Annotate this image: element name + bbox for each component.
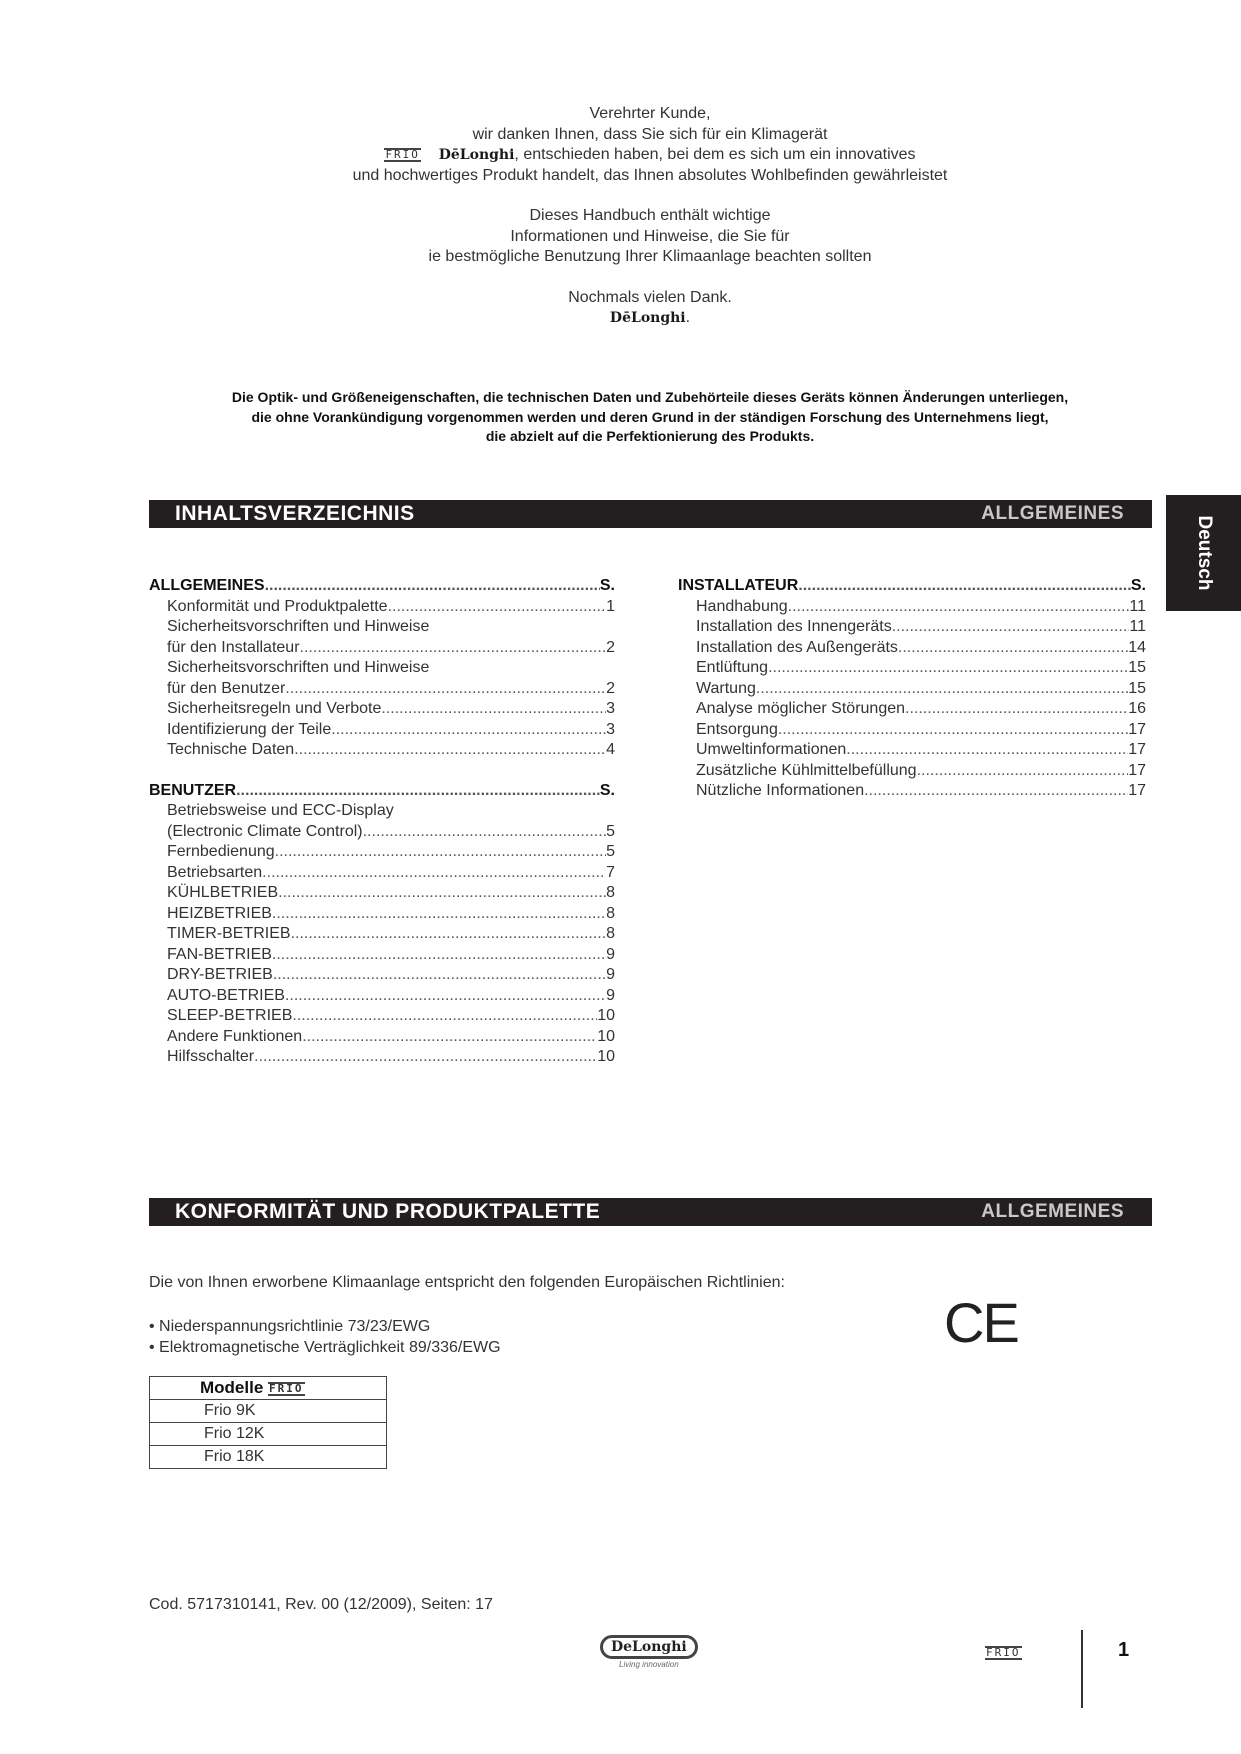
frio-logo: FRIO <box>385 147 420 161</box>
conformity-title: KONFORMITÄT UND PRODUKTPALETTE <box>175 1200 601 1223</box>
toc-entry: Sicherheitsvorschriften und Hinweise <box>167 659 430 676</box>
toc-column-right <box>678 576 1146 822</box>
toc-entry: Betriebsweise und ECC-Display <box>167 802 394 819</box>
intro-line: ie bestmögliche Benutzung Ihrer Klimaanlage beachten sollten <box>428 248 872 265</box>
toc-entry: Sicherheitsvorschriften und Hinweise <box>167 618 430 635</box>
document-code: Cod. 5717310141, Rev. 00 (12/2009), Seiten: 17 <box>149 1596 493 1613</box>
model-cell: Frio 9K <box>150 1400 387 1423</box>
toc-entry: AUTO-BETRIEB ..... 9 <box>149 986 615 1007</box>
toc-heading: BENUTZER ..... S. <box>149 781 615 802</box>
directive-item: • Niederspannungsrichtlinie 73/23/EWG <box>149 1318 431 1335</box>
disclaimer: Die Optik- und Größeneigenschaften, die technischen Daten und Zubehörteile dieses Geräts können Änderungen unterliegen, die ohne Vorankündigung vorgenommen werden und deren Grund in der ständigen Forschung des Unternehmens liegt, die abzielt auf die Perfektionierung des Produkts. <box>231 389 1069 444</box>
toc-entry: FAN-BETRIEB ..... 9 <box>149 945 615 966</box>
conformity-text: Die von Ihnen erworbene Klimaanlage entspricht den folgenden Europäischen Richtlinien: <box>149 1274 785 1291</box>
toc-title: INHALTSVERZEICHNIS <box>175 502 415 525</box>
models-header-row <box>150 1377 387 1400</box>
table-row <box>150 1423 387 1446</box>
toc-entry: Entlüftung ..... 15 <box>678 658 1146 679</box>
delonghi-logo: DēLonghi <box>438 147 515 163</box>
intro-line: wir danken Ihnen, dass Sie sich für ein Klimagerät <box>472 125 828 143</box>
footer-frio-logo <box>985 1644 1022 1662</box>
toc-entry: Nützliche Informationen ..... 17 <box>678 781 1146 802</box>
toc-heading: ALLGEMEINES ..... S. <box>149 576 615 597</box>
toc-entry: Identifizierung der Teile ..... 3 <box>149 720 615 741</box>
frio-logo: FRIO <box>986 1645 1021 1659</box>
ce-mark-icon: CE <box>944 1291 1018 1354</box>
toc-entry: Installation des Innengeräts ..... 11 <box>678 617 1146 638</box>
toc-entry: Installation des Außengeräts ..... 14 <box>678 638 1146 659</box>
language-tab-label: Deutsch <box>1193 515 1215 591</box>
toc-entry: Handhabung ..... 11 <box>678 597 1146 618</box>
intro-line: , entschieden haben, bei dem es sich um ein innovatives <box>514 146 916 163</box>
toc-entry: Wartung ..... 15 <box>678 679 1146 700</box>
toc-entry: Technische Daten ..... 4 <box>149 740 615 761</box>
toc-entry: Entsorgung ..... 17 <box>678 720 1146 741</box>
intro-brand-line <box>250 145 1050 166</box>
footer-divider <box>1081 1630 1083 1708</box>
conformity-section-label: ALLGEMEINES <box>981 1201 1124 1222</box>
toc-entry: DRY-BETRIEB ..... 9 <box>149 965 615 986</box>
model-cell: Frio 12K <box>150 1423 387 1446</box>
toc-entry: für den Installateur ..... 2 <box>149 638 615 659</box>
directive-item: • Elektromagnetische Verträglichkeit 89/336/EWG <box>149 1339 501 1356</box>
toc-heading: INSTALLATEUR ..... S. <box>678 576 1146 597</box>
intro-greeting: Verehrter Kunde, <box>589 105 711 122</box>
toc-entry: Zusätzliche Kühlmittelbefüllung ..... 17 <box>678 761 1146 782</box>
delonghi-logo: DēLonghi <box>609 310 686 326</box>
page-number: 1 <box>1118 1639 1130 1661</box>
directive-list <box>149 1316 501 1358</box>
toc-entry: Analyse möglicher Störungen ..... 16 <box>678 699 1146 720</box>
intro-signature: DēLonghi. <box>609 309 691 326</box>
intro-line: Informationen und Hinweise, die Sie für <box>510 227 790 245</box>
toc-entry: Hilfsschalter ..... 10 <box>149 1047 615 1068</box>
toc-entry: TIMER-BETRIEB ..... 8 <box>149 924 615 945</box>
footer-brand <box>600 1635 698 1669</box>
toc-entry: Andere Funktionen ..... 10 <box>149 1027 615 1048</box>
toc-entry: Konformität und Produktpalette ..... 1 <box>149 597 615 618</box>
frio-logo: FRIO <box>269 1381 304 1395</box>
conformity-header-bar <box>149 1198 1152 1226</box>
table-row <box>150 1400 387 1423</box>
language-tab <box>1166 495 1241 611</box>
models-table <box>149 1376 387 1469</box>
toc-entry: Fernbedienung ..... 5 <box>149 842 615 863</box>
toc-entry: (Electronic Climate Control) ..... 5 <box>149 822 615 843</box>
toc-group-benutzer <box>149 781 615 1068</box>
model-cell: Frio 18K <box>150 1446 387 1469</box>
toc-entry: Umweltinformationen ..... 17 <box>678 740 1146 761</box>
toc-entry: Betriebsarten ..... 7 <box>149 863 615 884</box>
toc-header-bar <box>149 500 1152 528</box>
models-header: Modelle FRIO <box>150 1377 387 1400</box>
intro-line: Dieses Handbuch enthält wichtige <box>529 207 771 224</box>
toc-group-installateur <box>678 576 1146 802</box>
toc-group-allgemeines <box>149 576 615 761</box>
delonghi-logo: DeLonghi <box>600 1635 698 1659</box>
toc-entry: Sicherheitsregeln und Verbote ..... 3 <box>149 699 615 720</box>
intro-thanks: Nochmals vielen Dank. <box>568 288 732 306</box>
table-row <box>150 1446 387 1469</box>
toc-column-left <box>149 576 615 1088</box>
toc-entry: für den Benutzer ..... 2 <box>149 679 615 700</box>
intro-line: und hochwertiges Produkt handelt, das Ihnen absolutes Wohlbefinden gewährleistet <box>352 166 948 184</box>
toc-entry: SLEEP-BETRIEB ..... 10 <box>149 1006 615 1027</box>
toc-entry: KÜHLBETRIEB ..... 8 <box>149 883 615 904</box>
brand-tagline: Living innovation <box>619 1660 679 1669</box>
intro-letter <box>250 104 1050 329</box>
toc-section-label: ALLGEMEINES <box>981 503 1124 524</box>
toc-entry: HEIZBETRIEB ..... 8 <box>149 904 615 925</box>
